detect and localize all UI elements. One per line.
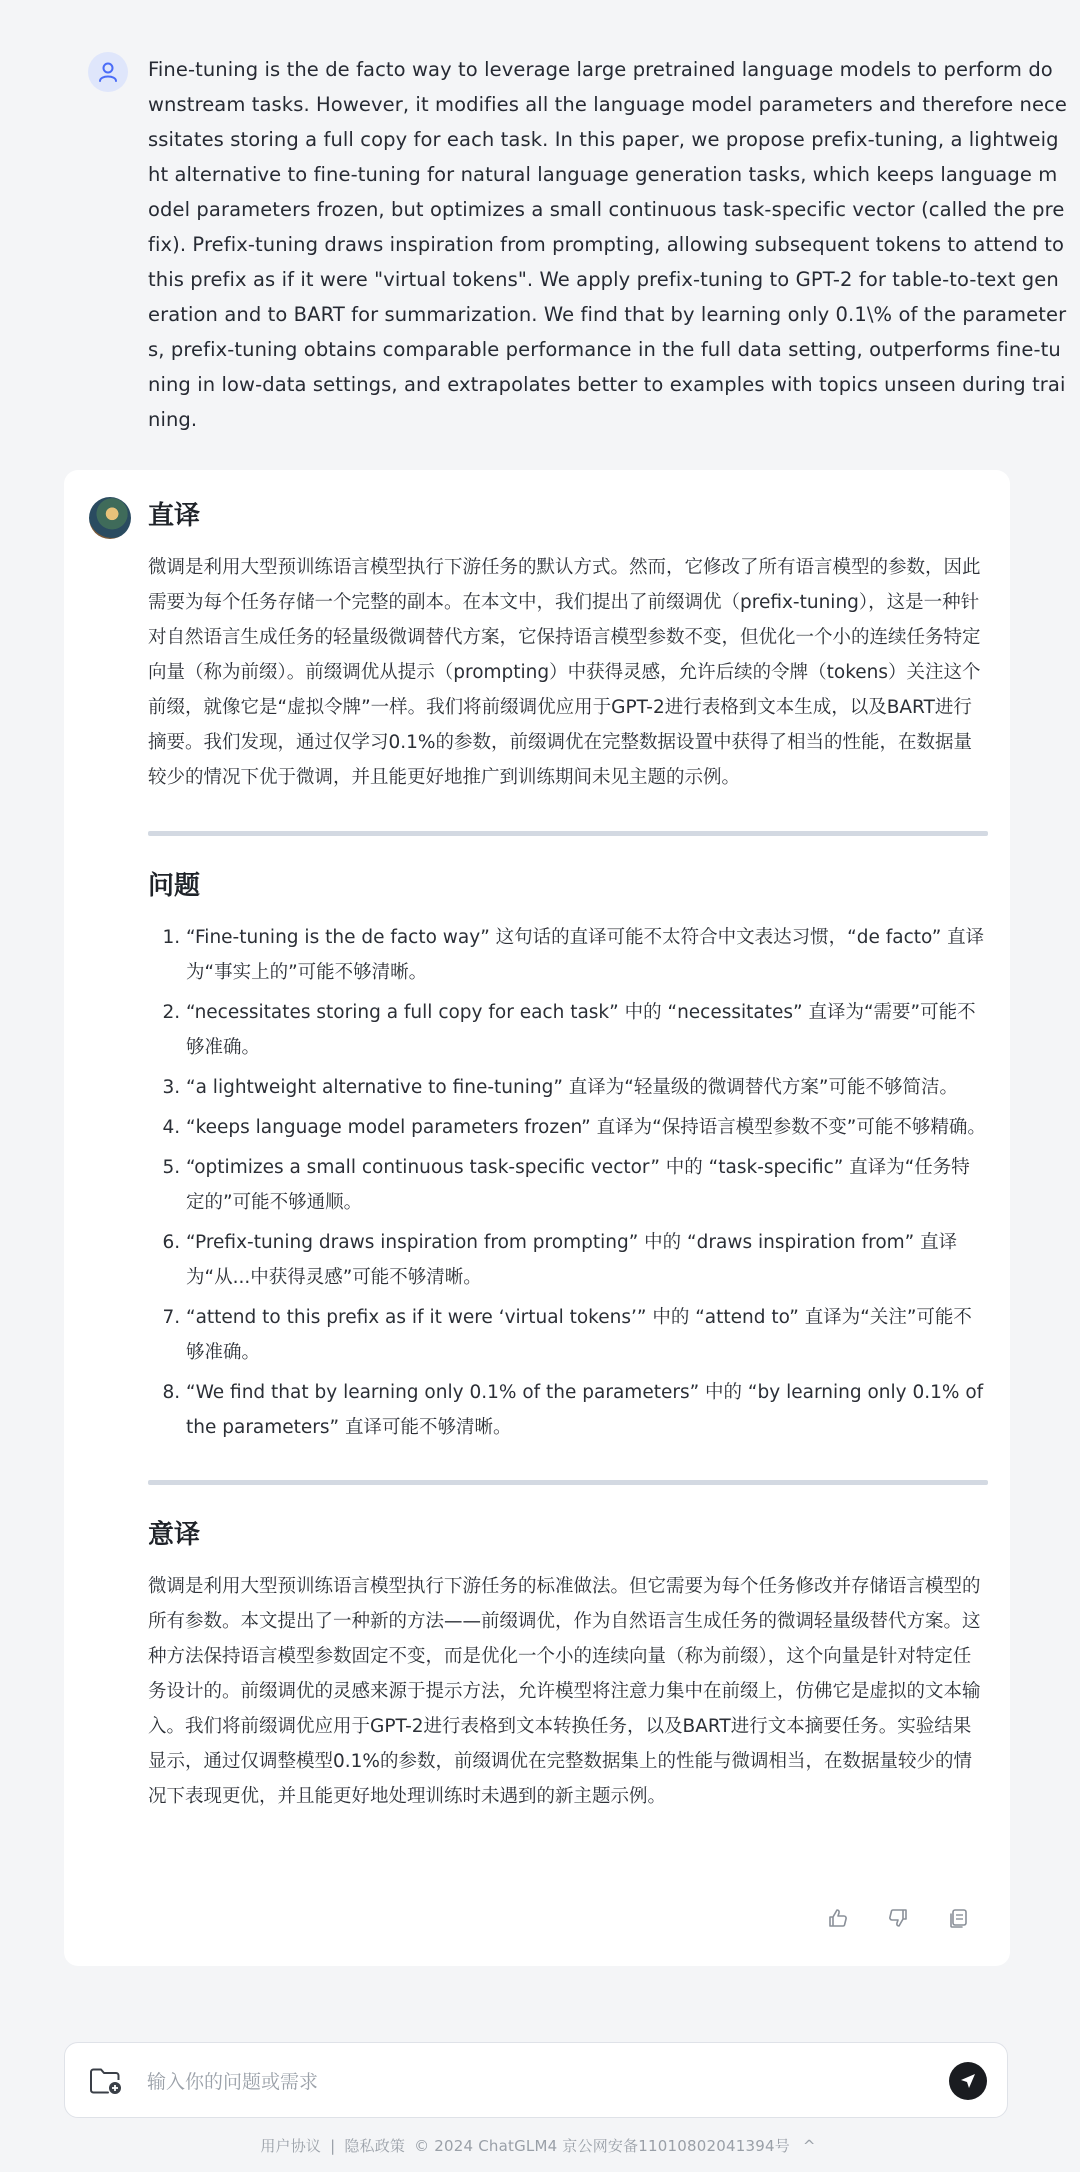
copy-button[interactable] (946, 1906, 970, 1930)
issue-item: 6. “Prefix-tuning draws inspiration from prompting” 中的 “draws inspiration from” 直译为“从...中获得灵感”可能不够清晰。 (186, 1225, 988, 1295)
user-avatar (88, 52, 128, 92)
free-translation: 微调是利用大型预训练语言模型执行下游任务的标准做法。但它需要为每个任务修改并存储语言模型的所有参数。本文提出了一种新的方法——前缀调优，作为自然语言生成任务的微调轻量级替代方案。这种方法保持语言模型参数固定不变，而是优化一个小的连续向量（称为前缀），这个向量是针对特定任务设计的。前缀调优的灵感来源于提示方法，允许模型将注意力集中在前缀上，仿佛它是虚拟的文本输入。我们将前缀调优应用于GPT-2进行表格到文本转换任务，以及BART进行文本摘要任务。实验结果显示，通过仅调整模型0.1%的参数，前缀调优在完整数据集上的性能与微调相当，在数据量较少的情况下表现更优，并且能更好地处理训练时未遇到的新主题示例。 (148, 1576, 981, 1807)
send-icon (959, 2072, 977, 2090)
page-footer (0, 2135, 1080, 2156)
chat-input-bar (64, 2042, 1008, 2118)
copyright-text: © 2024 ChatGLM4 京公网安备11010802041394号 (414, 2137, 790, 2155)
footer-separator: | (330, 2137, 336, 2155)
upload-file-button[interactable] (89, 2067, 123, 2095)
response-actions (826, 1906, 970, 1930)
chat-input[interactable] (145, 2063, 889, 2101)
dislike-button[interactable] (886, 1906, 910, 1930)
issue-item: 7. “attend to this prefix as if it were ‘virtual tokens’” 中的 “attend to” 直译为“关注”可能不够准确。 (186, 1300, 988, 1370)
thumbs-down-icon (887, 1907, 909, 1929)
literal-translation: 微调是利用大型预训练语言模型执行下游任务的默认方式。然而，它修改了所有语言模型的参数，因此需要为每个任务存储一个完整的副本。在本文中，我们提出了前缀调优（prefix-tuning），这是一种针对自然语言生成任务的轻量级微调替代方案，它保持语言模型参数不变，但优化一个小的连续任务特定向量（称为前缀）。前缀调优从提示（prompting）中获得灵感，允许后续的令牌（tokens）关注这个前缀，就像它是“虚拟令牌”一样。我们将前缀调优应用于GPT-2进行表格到文本生成，以及BART进行摘要。我们发现，通过仅学习0.1%的参数，前缀调优在完整数据设置中获得了相当的性能，在数据量较少的情况下优于微调，并且能更好地推广到训练期间未见主题的示例。 (148, 557, 981, 788)
issue-item: 8. “We find that by learning only 0.1% of the parameters” 中的 “by learning only 0.1% of the parameters” 直译可能不够清晰。 (186, 1375, 988, 1445)
user-message (90, 52, 1067, 437)
privacy-policy-link[interactable]: 隐私政策 (344, 2137, 406, 2155)
issue-item: 1. “Fine-tuning is the de facto way” 这句话的直译可能不太符合中文表达习惯，“de facto” 直译为“事实上的”可能不够清晰。 (186, 920, 988, 990)
issue-item: 2. “necessitates storing a full copy for each task” 中的 “necessitates” 直译为“需要”可能不够准确。 (186, 995, 988, 1065)
user-agreement-link[interactable]: 用户协议 (260, 2137, 322, 2155)
issues-heading: 问题 (148, 871, 201, 901)
response-content (148, 496, 988, 1814)
assistant-avatar (89, 497, 131, 539)
assistant-response-card (64, 470, 1010, 1966)
issues-list (148, 920, 988, 1445)
copy-icon (947, 1907, 969, 1929)
user-message-text: Fine-tuning is the de facto way to leverage large pretrained language models to perform downstream tasks. However, it modifies all the language model parameters and therefore necessitates storing a full copy for each task. In this paper, we propose prefix-tuning, a lightweight alternative to fine-tuning for natural language generation tasks, which keeps language model parameters frozen, but optimizes a small continuous task-specific vector (called the prefix). Prefix-tuning draws inspiration from prompting, allowing subsequent tokens to attend to this prefix as if it were "virtual tokens". We apply prefix-tuning to GPT-2 for table-to-text generation and to BART for summarization. We find that by learning only 0.1\% of the parameters, prefix-tuning obtains comparable performance in the full data setting, outperforms fine-tuning in low-data settings, and extrapolates better to examples with topics unseen during training. (148, 58, 1067, 431)
issue-item: 4. “keeps language model parameters frozen” 直译为“保持语言模型参数不变”可能不够精确。 (186, 1110, 988, 1145)
free-heading: 意译 (148, 1520, 201, 1550)
issue-item: 3. “a lightweight alternative to fine-tuning” 直译为“轻量级的微调替代方案”可能不够简洁。 (186, 1070, 988, 1105)
thumbs-up-icon (827, 1907, 849, 1929)
footer-toggle-caret[interactable]: ^ (802, 2137, 816, 2155)
folder-add-icon (89, 2067, 123, 2095)
issue-item: 5. “optimizes a small continuous task-specific vector” 中的 “task-specific” 直译为“任务特定的”可能不够通顺。 (186, 1150, 988, 1220)
like-button[interactable] (826, 1906, 850, 1930)
user-icon (97, 61, 119, 83)
send-button[interactable] (949, 2062, 987, 2100)
literal-heading: 直译 (148, 501, 201, 531)
